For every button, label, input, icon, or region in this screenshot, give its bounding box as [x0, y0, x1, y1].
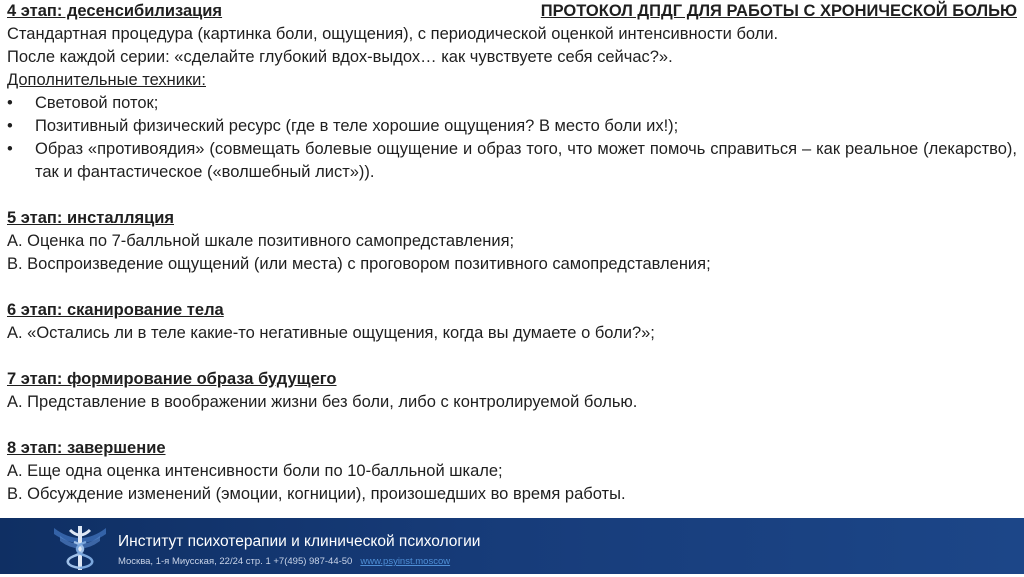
stage8-line-b: В. Обсуждение изменений (эмоции, когниции), произошедших во время работы.	[7, 485, 626, 503]
caduceus-psi-logo-icon	[50, 522, 110, 572]
bullet-dot: •	[7, 140, 13, 158]
stage8-line-a: А. Еще одна оценка интенсивности боли по 10-балльной шкале;	[7, 462, 503, 480]
stage4-heading: 4 этап: десенсибилизация	[7, 2, 223, 20]
stage4-line-1: Стандартная процедура (картинка боли, ощущения), с периодической оценкой интенсивности боли.	[7, 25, 779, 43]
website-link[interactable]: www.psyinst.moscow	[360, 556, 451, 567]
protocol-title: ПРОТОКОЛ ДПДГ ДЛЯ РАБОТЫ С ХРОНИЧЕСКОЙ БОЛЬЮ	[540, 2, 1017, 20]
list-item	[7, 138, 1017, 184]
stage6-line-a: А. «Остались ли в теле какие-то негативные ощущения, когда вы думаете о боли?»;	[7, 324, 655, 342]
stage7-line-a: А. Представление в воображении жизни без боли, либо с контролируемой болью.	[7, 393, 638, 411]
bullet-dot: •	[7, 117, 13, 135]
stage5-heading: 5 этап: инсталляция	[7, 209, 175, 227]
bullet-dot: •	[7, 94, 13, 112]
institute-address	[118, 556, 450, 567]
list-item	[7, 92, 1017, 115]
list-item-text: Образ «противоядия» (совмещать болевые ощущение и образ того, что может помочь справиться – как реальное (лекарство), так и фантастическое («волшебный лист»)).	[35, 140, 1017, 181]
stage5-line-a: А. Оценка по 7-балльной шкале позитивного самопредставления;	[7, 232, 515, 250]
slide-content	[7, 0, 1017, 506]
list-item-text: Световой поток;	[35, 94, 159, 112]
stage4-line-2: После каждой серии: «сделайте глубокий вдох-выдох… как чувствуете себя сейчас?».	[7, 48, 673, 66]
institute-name: Институт психотерапии и клинической психологии	[118, 533, 481, 550]
header-row	[7, 0, 1017, 23]
address-text: Москва, 1-я Миусская, 22/24 стр. 1 +7(495) 987-44-50	[118, 556, 353, 567]
footer-band	[0, 518, 1024, 574]
stage6-heading: 6 этап: сканирование тела	[7, 301, 224, 319]
stage7-heading: 7 этап: формирование образа будущего	[7, 370, 337, 388]
list-item	[7, 115, 1017, 138]
extra-techniques-heading: Дополнительные техники:	[7, 71, 206, 89]
stage8-heading: 8 этап: завершение	[7, 439, 166, 457]
stage5-line-b: В. Воспроизведение ощущений (или места) с проговором позитивного самопредставления;	[7, 255, 711, 273]
list-item-text: Позитивный физический ресурс (где в теле хорошие ощущения? В место боли их!);	[35, 117, 679, 135]
